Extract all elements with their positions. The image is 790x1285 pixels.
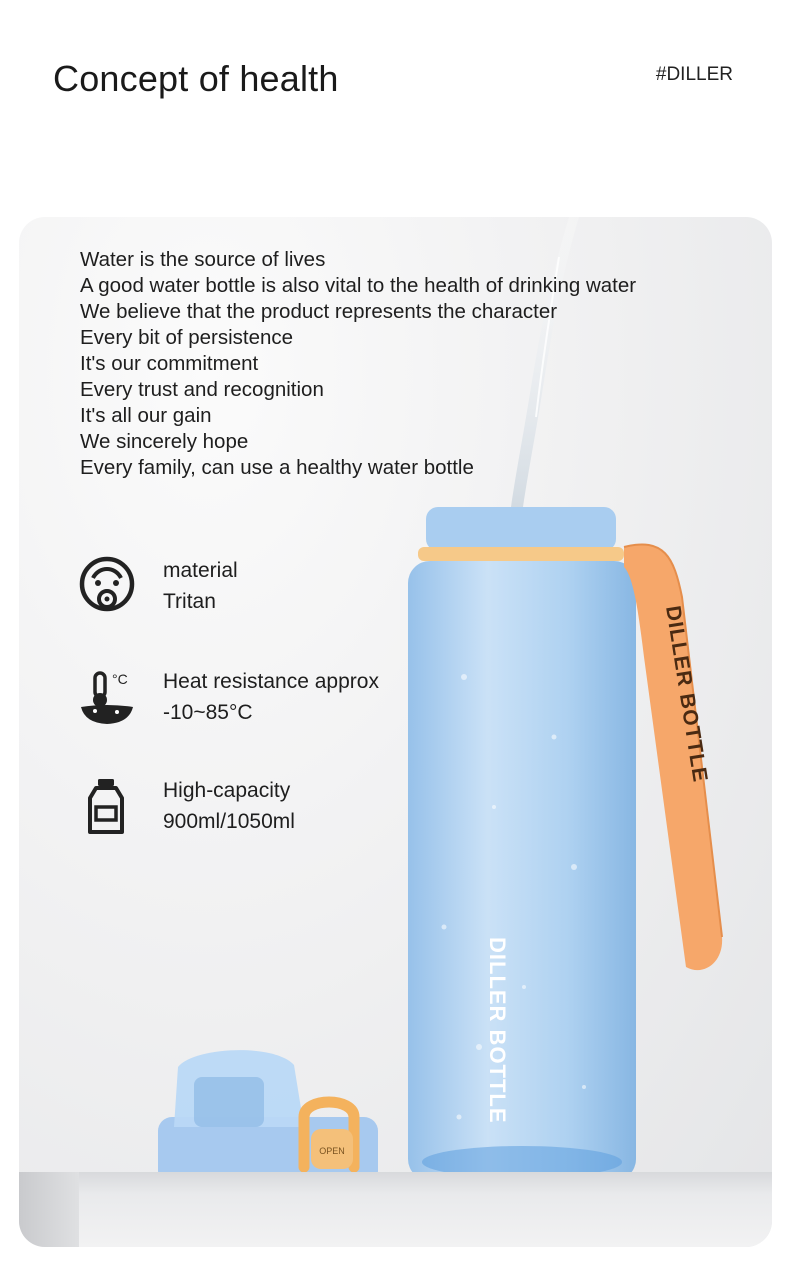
feature-capacity-label: High-capacity (163, 779, 291, 802)
page-title: Concept of health (53, 58, 339, 99)
feature-material-value: Tritan (163, 590, 216, 613)
intro-line: It's all our gain (80, 404, 212, 427)
intro-line: Water is the source of lives (80, 248, 326, 271)
feature-heat-resistance (79, 666, 379, 728)
feature-material-label: material (163, 559, 238, 582)
feature-material (79, 555, 238, 617)
feature-capacity-value: 900ml/1050ml (163, 810, 295, 833)
intro-line: We believe that the product represents the character (80, 300, 558, 323)
intro-line: Every trust and recognition (80, 378, 324, 401)
intro-line: We sincerely hope (80, 430, 249, 453)
intro-line: Every family, can use a healthy water bottle (80, 456, 474, 479)
shelf-edge (19, 1172, 79, 1247)
intro-text (80, 247, 636, 481)
intro-line: A good water bottle is also vital to the health of drinking water (80, 274, 637, 297)
shelf-surface (19, 1172, 772, 1247)
bottle-capacity-icon (79, 776, 135, 836)
strap-print-text: DILLER BOTTLE (661, 604, 712, 785)
feature-heat-label: Heat resistance approx (163, 670, 379, 693)
bottle-lid-illustration (154, 1047, 404, 1187)
intro-line: It's our commitment (80, 352, 259, 375)
baby-icon (79, 556, 135, 616)
product-card (19, 217, 772, 1247)
lid-open-button-text: OPEN (319, 1146, 345, 1156)
svg-text:°C: °C (112, 671, 128, 687)
feature-capacity (79, 775, 295, 837)
thermometer-heat-icon (79, 667, 135, 727)
bottle-print-text: DILLER BOTTLE (485, 937, 510, 1124)
intro-line: Every bit of persistence (80, 326, 294, 349)
brand-tag: #DILLER (655, 64, 733, 85)
bottle-strap-illustration (604, 537, 724, 977)
feature-heat-value: -10~85°C (163, 701, 253, 724)
